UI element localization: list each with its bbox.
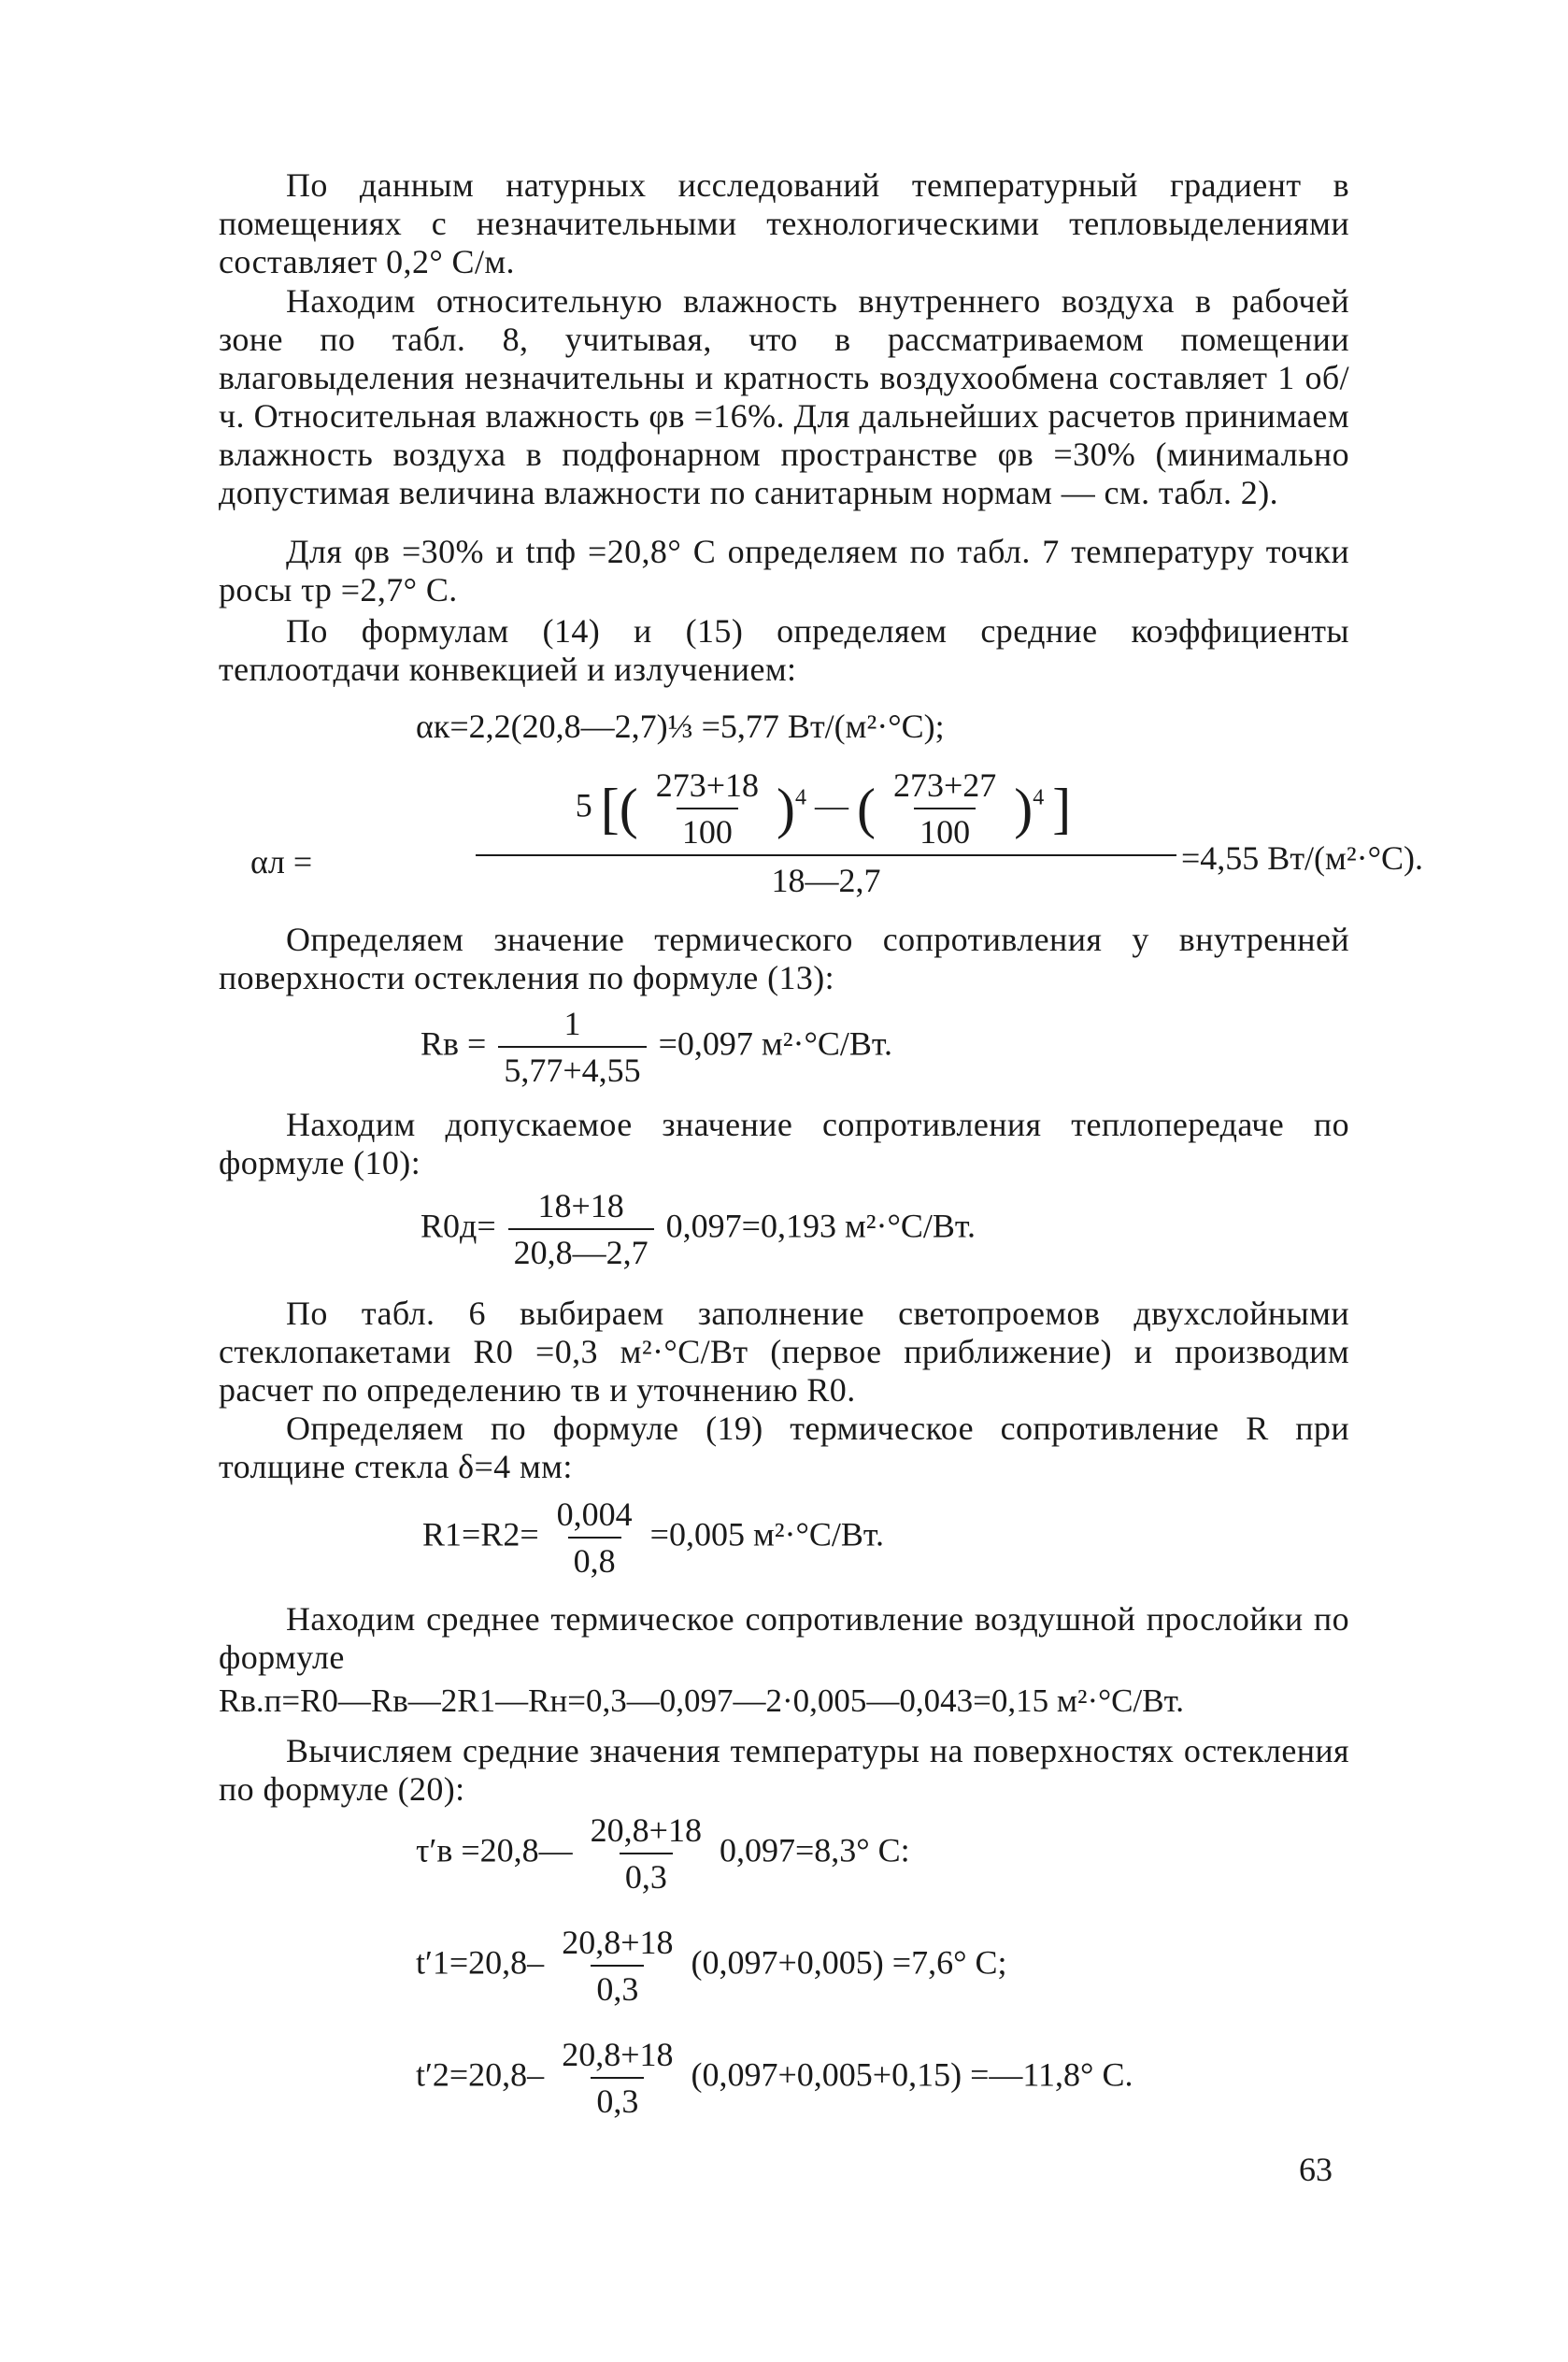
fraction-numerator: 18+18 [537, 1187, 624, 1224]
formula-lhs: R1=R2= [422, 1515, 539, 1553]
formula-inner-resistance [421, 1005, 892, 1089]
formula-radiation-coefficient [219, 757, 1423, 916]
fraction-numerator: 273+27 [892, 766, 997, 804]
formula-coef: 5 [575, 786, 592, 824]
fraction-denominator: 5,77+4,55 [498, 1046, 646, 1089]
formula-air-gap-resistance: Rв.п=R0—Rв—2R1—Rн=0,3—0,097—2·0,005—0,043=0,15 м²·°С/Вт. [219, 1682, 1184, 1719]
formula-first-glass-temperature [416, 1924, 1007, 2008]
formula-denominator: 18—2,7 [771, 862, 881, 899]
formula-result: =0,005 м²·°С/Вт. [649, 1515, 884, 1553]
formula-required-resistance [421, 1187, 976, 1271]
fraction-denominator: 0,3 [591, 2077, 644, 2120]
paragraph-heat-transfer-coefficients: По формулам (14) и (15) определяем средние коэффициенты теплоотдачи конвекцией и излучением: [219, 612, 1349, 688]
formula-result: (0,097+0,005+0,15) =—11,8° С. [691, 2055, 1133, 2094]
fraction-numerator: 20,8+18 [590, 1811, 702, 1849]
fraction-numerator: 0,004 [556, 1496, 633, 1533]
formula-minus: — [815, 786, 848, 824]
formula-result: 0,097=8,3° С: [719, 1831, 910, 1869]
formula-lhs: t′1=20,8– [416, 1943, 545, 1982]
fraction-denominator: 100 [677, 808, 738, 851]
fraction-numerator: 1 [563, 1005, 581, 1042]
fraction-denominator: 0,3 [620, 1853, 673, 1896]
formula-lhs: αл = [250, 843, 313, 880]
formula-inner-surface-temperature [416, 1811, 910, 1896]
formula-result: 0,097=0,193 м²·°С/Вт. [665, 1207, 976, 1245]
fraction-bar [476, 854, 1176, 856]
paragraph-glass-resistance: Определяем по формуле (19) термическое сопротивление R при толщине стекла δ=4 мм: [219, 1410, 1349, 1485]
fraction-denominator: 20,8—2,7 [508, 1228, 654, 1271]
fraction-denominator: 0,8 [568, 1537, 621, 1580]
paragraph-air-gap-resistance: Находим среднее термическое сопротивление воздушной прослойки по формуле [219, 1600, 1349, 1676]
formula-second-glass-temperature [416, 2036, 1133, 2120]
fraction-denominator: 100 [914, 808, 976, 851]
formula-power: 4 [1033, 785, 1045, 810]
formula-lhs: Rв = [421, 1024, 487, 1063]
paragraph-glazing-selection: По табл. 6 выбираем заполнение светопроемов двухслойными стеклопакетами R0 =0,3 м²·°С/Вт (первое приближение) и производим расчет по определению τв и уточнению R0. [219, 1295, 1349, 1409]
fraction-numerator: 20,8+18 [562, 2036, 674, 2073]
formula-lhs: R0д= [421, 1207, 496, 1245]
fraction-numerator: 273+18 [655, 766, 760, 804]
formula-result: =0,097 м²·°С/Вт. [658, 1024, 892, 1063]
formula-lhs: τ′в =20,8— [416, 1831, 573, 1869]
formula-result: (0,097+0,005) =7,6° С; [691, 1943, 1007, 1982]
paragraph-thermal-resistance: Определяем значение термического сопротивления у внутренней поверхности остекления по формуле (13): [219, 921, 1349, 996]
page-number: 63 [1299, 2151, 1333, 2188]
fraction-denominator: 0,3 [591, 1965, 644, 2008]
formula-power: 4 [795, 785, 806, 810]
paragraph-surface-temperatures: Вычисляем средние значения температуры на поверхностях остекления по формуле (20): [219, 1732, 1349, 1808]
formula-lhs: t′2=20,8– [416, 2055, 545, 2094]
formula-numerator: 5 [( $\frac{273+18}{100}$ )$^4$ — ( $\frac{273+27}{100}$ )$^4$ ] [575, 766, 1072, 851]
fraction-numerator: 20,8+18 [562, 1924, 674, 1961]
paragraph-permissible-resistance: Находим допускаемое значение сопротивления теплопередаче по формуле (10): [219, 1106, 1349, 1181]
formula-glass-resistance [422, 1496, 884, 1580]
formula-result: =4,55 Вт/(м²·°С). [1181, 839, 1423, 877]
formula-convection-coefficient: αк=2,2(20,8—2,7)⅓ =5,77 Вт/(м²·°С); [416, 708, 945, 745]
paragraph-temperature-gradient: По данным натурных исследований температурный градиент в помещениях с незначительными технологическими тепловыделениями составляет 0,2° С/м. [219, 166, 1349, 280]
paragraph-dew-point: Для φв =30% и tпф =20,8° С определяем по табл. 7 температуру точки росы τр =2,7° С. [219, 533, 1349, 608]
paragraph-humidity: Находим относительную влажность внутреннего воздуха в рабочей зоне по табл. 8, учитывая, что в рассматриваемом помещении влаговыделения незначительны и кратность воздухообмена составляет 1 об/ч. Относительная влажность φв =16%. Для дальнейших расчетов принимаем влажность воздуха в подфонарном пространстве φв =30% (минимально допустимая величина влажности по санитарным нормам — см. табл. 2). [219, 282, 1349, 511]
